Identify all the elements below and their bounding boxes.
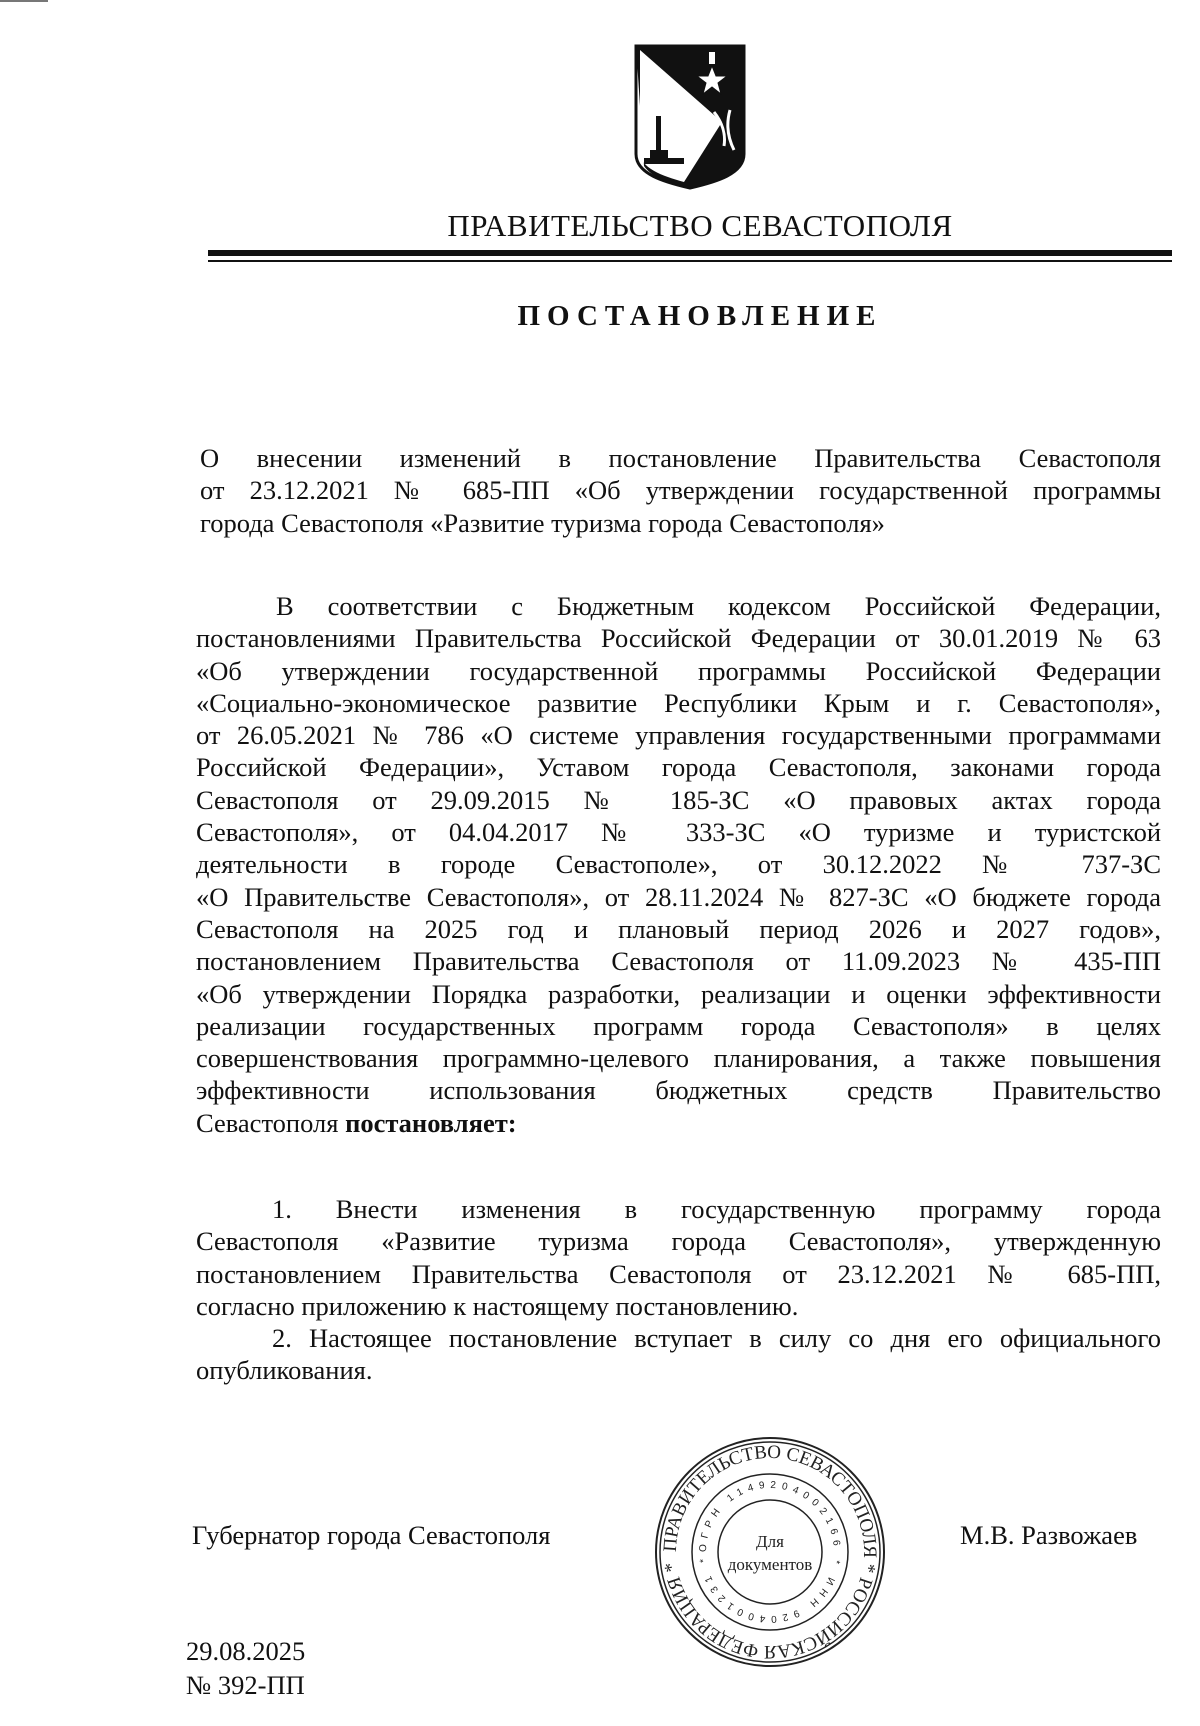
scan-edge-mark (0, 0, 48, 2)
preamble-line: Российской Федерации», Уставом города Севастополя, законами города (196, 752, 1161, 783)
item-1-line: постановлением Правительства Севастополя от 23.12.2021 № 685-ПП, (196, 1258, 1161, 1289)
item-2-line: 2. Настоящее постановление вступает в силу со дня его официального (272, 1323, 1161, 1354)
official-seal (650, 1432, 890, 1672)
subject-line: города Севастополя «Развитие туризма города Севастополя» (200, 507, 885, 538)
preamble-line: постановлениями Правительства Российской Федерации от 30.01.2019 № 63 (196, 623, 1161, 654)
subject-line: О внесении изменений в постановление Правительства Севастополя (200, 443, 1161, 473)
seal-center-line-1: Для (756, 1532, 784, 1551)
item-1-line: согласно приложению к настоящему постановлению. (196, 1290, 799, 1321)
signatory-name: М.В. Развожаев (960, 1520, 1138, 1550)
header-rule-thin (208, 260, 1172, 262)
preamble-line: Севастополя от 29.09.2015 № 185-ЗС «О правовых актах города (196, 784, 1161, 815)
government-title: ПРАВИТЕЛЬСТВО СЕВАСТОПОЛЯ (447, 208, 953, 243)
preamble-line: совершенствования программно-целевого планирования, а также повышения (196, 1043, 1161, 1074)
seal-inner-text: ОГРН 1149204002166 * ИНН 9204001231 * (697, 1479, 843, 1625)
decree-items (196, 1193, 1161, 1387)
document-number: № 392-ПП (186, 1670, 305, 1700)
preamble-line: В соответствии с Бюджетным кодексом Российской Федерации, (276, 591, 1161, 621)
preamble-line: Севастополя», от 04.04.2017 № 333-ЗС «О туризме и туристской (196, 817, 1161, 848)
preamble-line: постановлением Правительства Севастополя от 11.09.2023 № 435-ПП (196, 946, 1161, 977)
item-2-line: опубликования. (196, 1355, 373, 1386)
preamble-line: «Социально-экономическое развитие Республики Крым и г. Севастополя», (196, 687, 1161, 718)
preamble-line: эффективности использования бюджетных средств Правительство (196, 1075, 1161, 1106)
decree-preamble (196, 590, 1161, 1139)
preamble-line: Севастополя на 2025 год и плановый период 2026 и 2027 годов», (196, 913, 1161, 944)
resolves-keyword: постановляет: (345, 1107, 517, 1138)
header-rule-thick (208, 250, 1172, 256)
signatory-position: Губернатор города Севастополя (192, 1520, 551, 1550)
decree-subject (200, 442, 1161, 539)
item-1-line: 1. Внести изменения в государственную программу города (272, 1194, 1161, 1224)
preamble-last-line (196, 1107, 1161, 1139)
seal-outer-text: ПРАВИТЕЛЬСТВО СЕВАСТОПОЛЯ * РОССИЙСКАЯ ФЕДЕРАЦИЯ * (659, 1441, 881, 1663)
subject-line: от 23.12.2021 № 685-ПП «Об утверждении государственной программы (200, 475, 1161, 506)
document-date: 29.08.2025 (186, 1636, 306, 1666)
item-1-line: Севастополя «Развитие туризма города Севастополя», утвержденную (196, 1226, 1161, 1257)
preamble-line: реализации государственных программ города Севастополя» в целях (196, 1010, 1161, 1041)
preamble-line: деятельности в городе Севастополе», от 30.12.2022 № 737-ЗС (196, 849, 1161, 880)
preamble-line: «Об утверждении государственной программы Российской Федерации (196, 655, 1161, 686)
seal-center-line-2: документов (727, 1555, 813, 1574)
sevastopol-coat-of-arms (630, 42, 750, 192)
preamble-last-prefix: Севастополя (196, 1107, 346, 1138)
preamble-line: от 26.05.2021 № 786 «О системе управления государственными программами (196, 720, 1161, 751)
preamble-line: «Об утверждении Порядка разработки, реализации и оценки эффективности (196, 978, 1161, 1009)
preamble-line: «О Правительстве Севастополя», от 28.11.2024 № 827-ЗС «О бюджете города (196, 881, 1161, 912)
document-type-title: ПОСТАНОВЛЕНИЕ (517, 300, 883, 332)
